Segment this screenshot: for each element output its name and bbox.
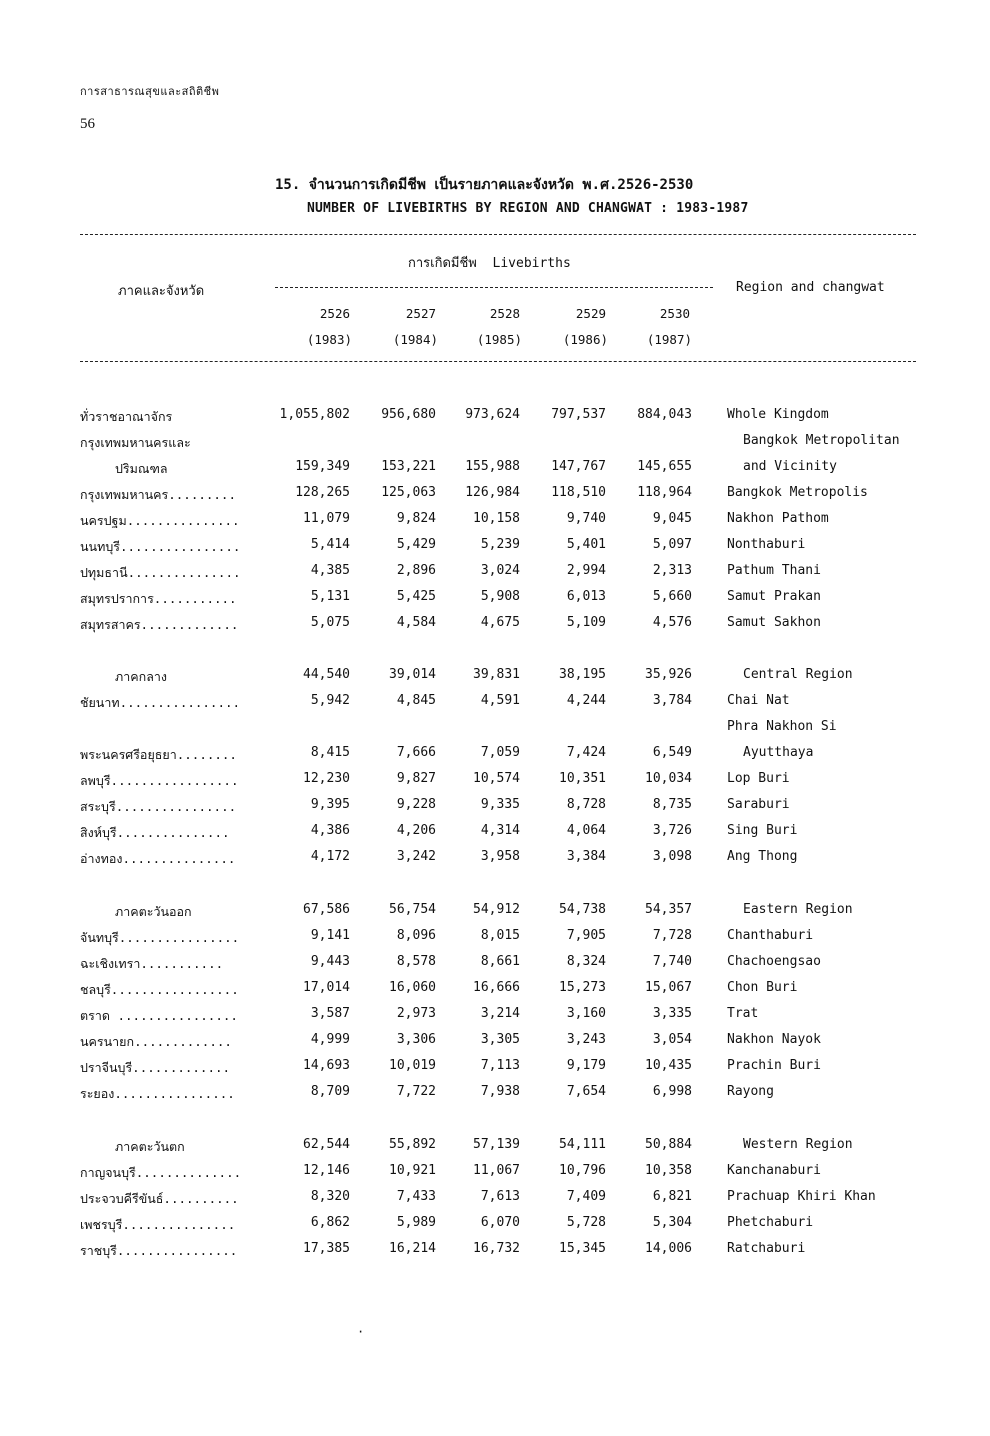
year-be-2526: 2526	[319, 306, 350, 321]
row-label-english: Samut Prakan	[727, 589, 821, 604]
table-row	[0, 1032, 990, 1058]
cell-value: 35,926	[645, 667, 692, 682]
cell-value: 9,045	[652, 511, 692, 526]
cell-value: 884,043	[637, 407, 692, 422]
row-label-english: Rayong	[727, 1084, 774, 1099]
cell-value: 153,221	[381, 459, 436, 474]
cell-value: 8,415	[310, 745, 350, 760]
row-label-english: Prachuap Khiri Khan	[727, 1189, 876, 1204]
cell-value: 16,060	[389, 980, 436, 995]
row-label-thai: พระนครศรีอยุธยา........	[80, 747, 237, 762]
cell-value: 12,230	[303, 771, 350, 786]
cell-value: 5,131	[310, 589, 350, 604]
cell-value: 6,998	[652, 1084, 692, 1099]
cell-value: 4,385	[310, 563, 350, 578]
cell-value: 8,578	[396, 954, 436, 969]
cell-value: 5,660	[652, 589, 692, 604]
cell-value: 7,613	[480, 1189, 520, 1204]
cell-value: 4,999	[310, 1032, 350, 1047]
cell-value: 9,395	[310, 797, 350, 812]
cell-value: 973,624	[465, 407, 520, 422]
year-be-2529: 2529	[575, 306, 606, 321]
cell-value: 5,989	[396, 1215, 436, 1230]
cell-value: 1,055,802	[279, 407, 350, 422]
year-ce-1984: (1984)	[392, 332, 438, 347]
cell-value: 5,908	[480, 589, 520, 604]
cell-value: 9,824	[396, 511, 436, 526]
table-row	[0, 849, 990, 875]
year-ce-1985: (1985)	[476, 332, 522, 347]
cell-value: 4,591	[480, 693, 520, 708]
row-label-thai: สิงห์บุรี...............	[80, 825, 230, 840]
cell-value: 8,709	[310, 1084, 350, 1099]
cell-value: 16,666	[473, 980, 520, 995]
row-label-english: Samut Sakhon	[727, 615, 821, 630]
cell-value: 10,921	[389, 1163, 436, 1178]
cell-value: 54,111	[559, 1137, 606, 1152]
cell-value: 7,059	[480, 745, 520, 760]
cell-value: 10,435	[645, 1058, 692, 1073]
cell-value: 7,424	[566, 745, 606, 760]
cell-value: 3,024	[480, 563, 520, 578]
cell-value: 3,098	[652, 849, 692, 864]
table-row	[0, 1137, 990, 1163]
cell-value: 8,661	[480, 954, 520, 969]
table-title-english: NUMBER OF LIVEBIRTHS BY REGION AND CHANGWAT : 1983-1987	[307, 201, 749, 216]
row-label-english: Pathum Thani	[727, 563, 821, 578]
cell-value: 6,070	[480, 1215, 520, 1230]
row-label-english: Whole Kingdom	[727, 407, 829, 422]
table-row	[0, 980, 990, 1006]
table-row	[0, 1006, 990, 1032]
row-label-english: Prachin Buri	[727, 1058, 821, 1073]
row-label-thai: ชลบุรี.................	[80, 982, 239, 997]
row-label-english: Ayutthaya	[743, 745, 814, 760]
row-label-thai: ภาคตะวันออก	[115, 904, 192, 919]
table-row	[0, 433, 990, 459]
cell-value: 2,973	[396, 1006, 436, 1021]
cell-value: 57,139	[473, 1137, 520, 1152]
table-row	[0, 459, 990, 485]
row-label-thai: กรุงเทพมหานครและ	[80, 435, 191, 450]
cell-value: 10,034	[645, 771, 692, 786]
cell-value: 3,054	[652, 1032, 692, 1047]
row-label-thai: สระบุรี................	[80, 799, 237, 814]
table-row	[0, 719, 990, 745]
cell-value: 956,680	[381, 407, 436, 422]
cell-value: 5,414	[310, 537, 350, 552]
cell-value: 3,160	[566, 1006, 606, 1021]
year-be-2528: 2528	[489, 306, 520, 321]
row-label-thai: นครนายก.............	[80, 1034, 232, 1049]
cell-value: 7,938	[480, 1084, 520, 1099]
cell-value: 7,905	[566, 928, 606, 943]
cell-value: 9,443	[310, 954, 350, 969]
region-changwat-header-english: Region and changwat	[736, 280, 885, 295]
cell-value: 5,728	[566, 1215, 606, 1230]
cell-value: 10,574	[473, 771, 520, 786]
cell-value: 7,433	[396, 1189, 436, 1204]
cell-value: 38,195	[559, 667, 606, 682]
cell-value: 55,892	[389, 1137, 436, 1152]
region-changwat-header-thai: ภาคและจังหวัด	[118, 284, 205, 299]
cell-value: 7,654	[566, 1084, 606, 1099]
table-row	[0, 954, 990, 980]
header-sub-rule	[275, 287, 713, 288]
cell-value: 17,385	[303, 1241, 350, 1256]
table-row	[0, 902, 990, 928]
cell-value: 67,586	[303, 902, 350, 917]
cell-value: 5,075	[310, 615, 350, 630]
cell-value: 145,655	[637, 459, 692, 474]
cell-value: 6,862	[310, 1215, 350, 1230]
cell-value: 3,243	[566, 1032, 606, 1047]
livebirths-group-header: การเกิดมีชีพ Livebirths	[408, 256, 571, 271]
cell-value: 16,732	[473, 1241, 520, 1256]
row-label-thai: สมุทรปราการ...........	[80, 591, 237, 606]
cell-value: 16,214	[389, 1241, 436, 1256]
cell-value: 9,141	[310, 928, 350, 943]
cell-value: 14,693	[303, 1058, 350, 1073]
cell-value: 54,357	[645, 902, 692, 917]
cell-value: 6,821	[652, 1189, 692, 1204]
row-label-thai: ประจวบคีรีขันธ์..........	[80, 1191, 239, 1206]
cell-value: 11,067	[473, 1163, 520, 1178]
table-row	[0, 693, 990, 719]
row-label-english: Kanchanaburi	[727, 1163, 821, 1178]
cell-value: 3,726	[652, 823, 692, 838]
cell-value: 125,063	[381, 485, 436, 500]
cell-value: 2,994	[566, 563, 606, 578]
cell-value: 4,172	[310, 849, 350, 864]
year-ce-1986: (1986)	[562, 332, 608, 347]
cell-value: 8,324	[566, 954, 606, 969]
row-label-thai: เพชรบุรี...............	[80, 1217, 236, 1232]
cell-value: 54,738	[559, 902, 606, 917]
cell-value: 5,097	[652, 537, 692, 552]
cell-value: 9,827	[396, 771, 436, 786]
row-label-english: Chachoengsao	[727, 954, 821, 969]
row-label-thai: ปริมณฑล	[115, 461, 168, 476]
table-row	[0, 667, 990, 693]
table-row	[0, 823, 990, 849]
cell-value: 8,015	[480, 928, 520, 943]
cell-value: 9,228	[396, 797, 436, 812]
cell-value: 8,728	[566, 797, 606, 812]
cell-value: 5,109	[566, 615, 606, 630]
table-row	[0, 797, 990, 823]
cell-value: 5,401	[566, 537, 606, 552]
row-label-thai: สมุทรสาคร.............	[80, 617, 239, 632]
cell-value: 3,214	[480, 1006, 520, 1021]
cell-value: 4,576	[652, 615, 692, 630]
cell-value: 155,988	[465, 459, 520, 474]
cell-value: 14,006	[645, 1241, 692, 1256]
table-row	[0, 407, 990, 433]
cell-value: 5,239	[480, 537, 520, 552]
row-label-english: Phetchaburi	[727, 1215, 814, 1230]
row-label-english: Nakhon Nayok	[727, 1032, 821, 1047]
cell-value: 15,067	[645, 980, 692, 995]
page-number: 56	[80, 116, 95, 132]
cell-value: 8,096	[396, 928, 436, 943]
row-label-thai: ราชบุรี................	[80, 1243, 238, 1258]
table-row	[0, 745, 990, 771]
year-ce-1983: (1983)	[306, 332, 352, 347]
cell-value: 8,320	[310, 1189, 350, 1204]
cell-value: 10,796	[559, 1163, 606, 1178]
row-label-english: Ratchaburi	[727, 1241, 806, 1256]
table-row	[0, 1215, 990, 1241]
cell-value: 9,335	[480, 797, 520, 812]
cell-value: 3,784	[652, 693, 692, 708]
cell-value: 3,335	[652, 1006, 692, 1021]
row-label-thai: กรุงเทพมหานคร.........	[80, 487, 236, 502]
cell-value: 39,831	[473, 667, 520, 682]
cell-value: 4,314	[480, 823, 520, 838]
cell-value: 9,740	[566, 511, 606, 526]
row-label-english: Eastern Region	[743, 902, 853, 917]
table-row	[0, 771, 990, 797]
row-label-english: Saraburi	[727, 797, 790, 812]
row-label-thai: ปราจีนบุรี.............	[80, 1060, 231, 1075]
table-row	[0, 615, 990, 641]
year-be-2530: 2530	[659, 306, 690, 321]
cell-value: 56,754	[389, 902, 436, 917]
table-row	[0, 1189, 990, 1215]
cell-value: 4,675	[480, 615, 520, 630]
table-row	[0, 1058, 990, 1084]
row-label-thai: ฉะเชิงเทรา...........	[80, 956, 224, 971]
row-label-thai: กาญจนบุรี..............	[80, 1165, 242, 1180]
cell-value: 4,064	[566, 823, 606, 838]
row-label-thai: ระยอง................	[80, 1086, 235, 1101]
row-label-thai: ภาคกลาง	[115, 669, 167, 684]
cell-value: 126,984	[465, 485, 520, 500]
row-label-english: Bangkok Metropolis	[727, 485, 868, 500]
table-row	[0, 1241, 990, 1267]
cell-value: 3,587	[310, 1006, 350, 1021]
cell-value: 10,351	[559, 771, 606, 786]
row-label-thai: ทั่วราชอาณาจักร	[80, 409, 173, 424]
cell-value: 3,242	[396, 849, 436, 864]
cell-value: 7,666	[396, 745, 436, 760]
row-label-english: Sing Buri	[727, 823, 798, 838]
cell-value: 3,305	[480, 1032, 520, 1047]
table-title-thai: 15. จำนวนการเกิดมีชีพ เป็นรายภาคและจังหวัด พ.ศ.2526-2530	[275, 177, 694, 193]
cell-value: 5,942	[310, 693, 350, 708]
cell-value: 8,735	[652, 797, 692, 812]
cell-value: 3,958	[480, 849, 520, 864]
cell-value: 5,429	[396, 537, 436, 552]
cell-value: 11,079	[303, 511, 350, 526]
cell-value: 17,014	[303, 980, 350, 995]
row-label-thai: จันทบุรี................	[80, 930, 240, 945]
row-label-english: Chai Nat	[727, 693, 790, 708]
cell-value: 7,722	[396, 1084, 436, 1099]
cell-value: 7,740	[652, 954, 692, 969]
row-label-thai: นครปฐม...............	[80, 513, 240, 528]
row-label-thai: นนทบุรี................	[80, 539, 241, 554]
row-label-english: Chanthaburi	[727, 928, 814, 943]
row-label-english: Nonthaburi	[727, 537, 806, 552]
cell-value: 118,964	[637, 485, 692, 500]
cell-value: 4,584	[396, 615, 436, 630]
row-label-english: and Vicinity	[743, 459, 837, 474]
table-row	[0, 537, 990, 563]
cell-value: 10,358	[645, 1163, 692, 1178]
row-label-thai: ลพบุรี.................	[80, 773, 239, 788]
row-label-english: Nakhon Pathom	[727, 511, 829, 526]
cell-value: 54,912	[473, 902, 520, 917]
cell-value: 5,425	[396, 589, 436, 604]
row-label-thai: อ่างทอง...............	[80, 851, 236, 866]
running-head: การสาธารณสุขและสถิติชีพ	[80, 85, 220, 98]
row-label-english: Ang Thong	[727, 849, 798, 864]
cell-value: 4,206	[396, 823, 436, 838]
top-rule	[80, 234, 916, 235]
cell-value: 128,265	[295, 485, 350, 500]
cell-value: 4,386	[310, 823, 350, 838]
stray-mark: ·	[357, 1325, 365, 1339]
row-label-thai: ตราด ................	[80, 1008, 238, 1023]
cell-value: 9,179	[566, 1058, 606, 1073]
table-row	[0, 511, 990, 537]
year-be-2527: 2527	[405, 306, 436, 321]
cell-value: 44,540	[303, 667, 350, 682]
cell-value: 3,384	[566, 849, 606, 864]
row-label-english: Central Region	[743, 667, 853, 682]
cell-value: 6,549	[652, 745, 692, 760]
table-row	[0, 1084, 990, 1110]
row-label-thai: ปทุมธานี...............	[80, 565, 241, 580]
cell-value: 3,306	[396, 1032, 436, 1047]
row-label-english: Chon Buri	[727, 980, 798, 995]
cell-value: 159,349	[295, 459, 350, 474]
cell-value: 2,313	[652, 563, 692, 578]
row-label-english: Phra Nakhon Si	[727, 719, 837, 734]
table-row	[0, 485, 990, 511]
row-label-english: Western Region	[743, 1137, 853, 1152]
cell-value: 15,345	[559, 1241, 606, 1256]
cell-value: 147,767	[551, 459, 606, 474]
table-row	[0, 1163, 990, 1189]
cell-value: 5,304	[652, 1215, 692, 1230]
header-bottom-rule	[80, 361, 916, 362]
row-label-english: Trat	[727, 1006, 759, 1021]
cell-value: 4,845	[396, 693, 436, 708]
table-row	[0, 589, 990, 615]
table-row	[0, 928, 990, 954]
year-ce-1987: (1987)	[646, 332, 692, 347]
row-label-english: Bangkok Metropolitan	[743, 433, 900, 448]
cell-value: 7,113	[480, 1058, 520, 1073]
cell-value: 15,273	[559, 980, 606, 995]
cell-value: 39,014	[389, 667, 436, 682]
cell-value: 12,146	[303, 1163, 350, 1178]
cell-value: 2,896	[396, 563, 436, 578]
cell-value: 62,544	[303, 1137, 350, 1152]
cell-value: 7,728	[652, 928, 692, 943]
cell-value: 7,409	[566, 1189, 606, 1204]
cell-value: 797,537	[551, 407, 606, 422]
cell-value: 10,019	[389, 1058, 436, 1073]
row-label-thai: ชัยนาท................	[80, 695, 241, 710]
row-label-thai: ภาคตะวันตก	[115, 1139, 185, 1154]
cell-value: 4,244	[566, 693, 606, 708]
cell-value: 10,158	[473, 511, 520, 526]
cell-value: 50,884	[645, 1137, 692, 1152]
cell-value: 118,510	[551, 485, 606, 500]
cell-value: 6,013	[566, 589, 606, 604]
row-label-english: Lop Buri	[727, 771, 790, 786]
table-row	[0, 563, 990, 589]
